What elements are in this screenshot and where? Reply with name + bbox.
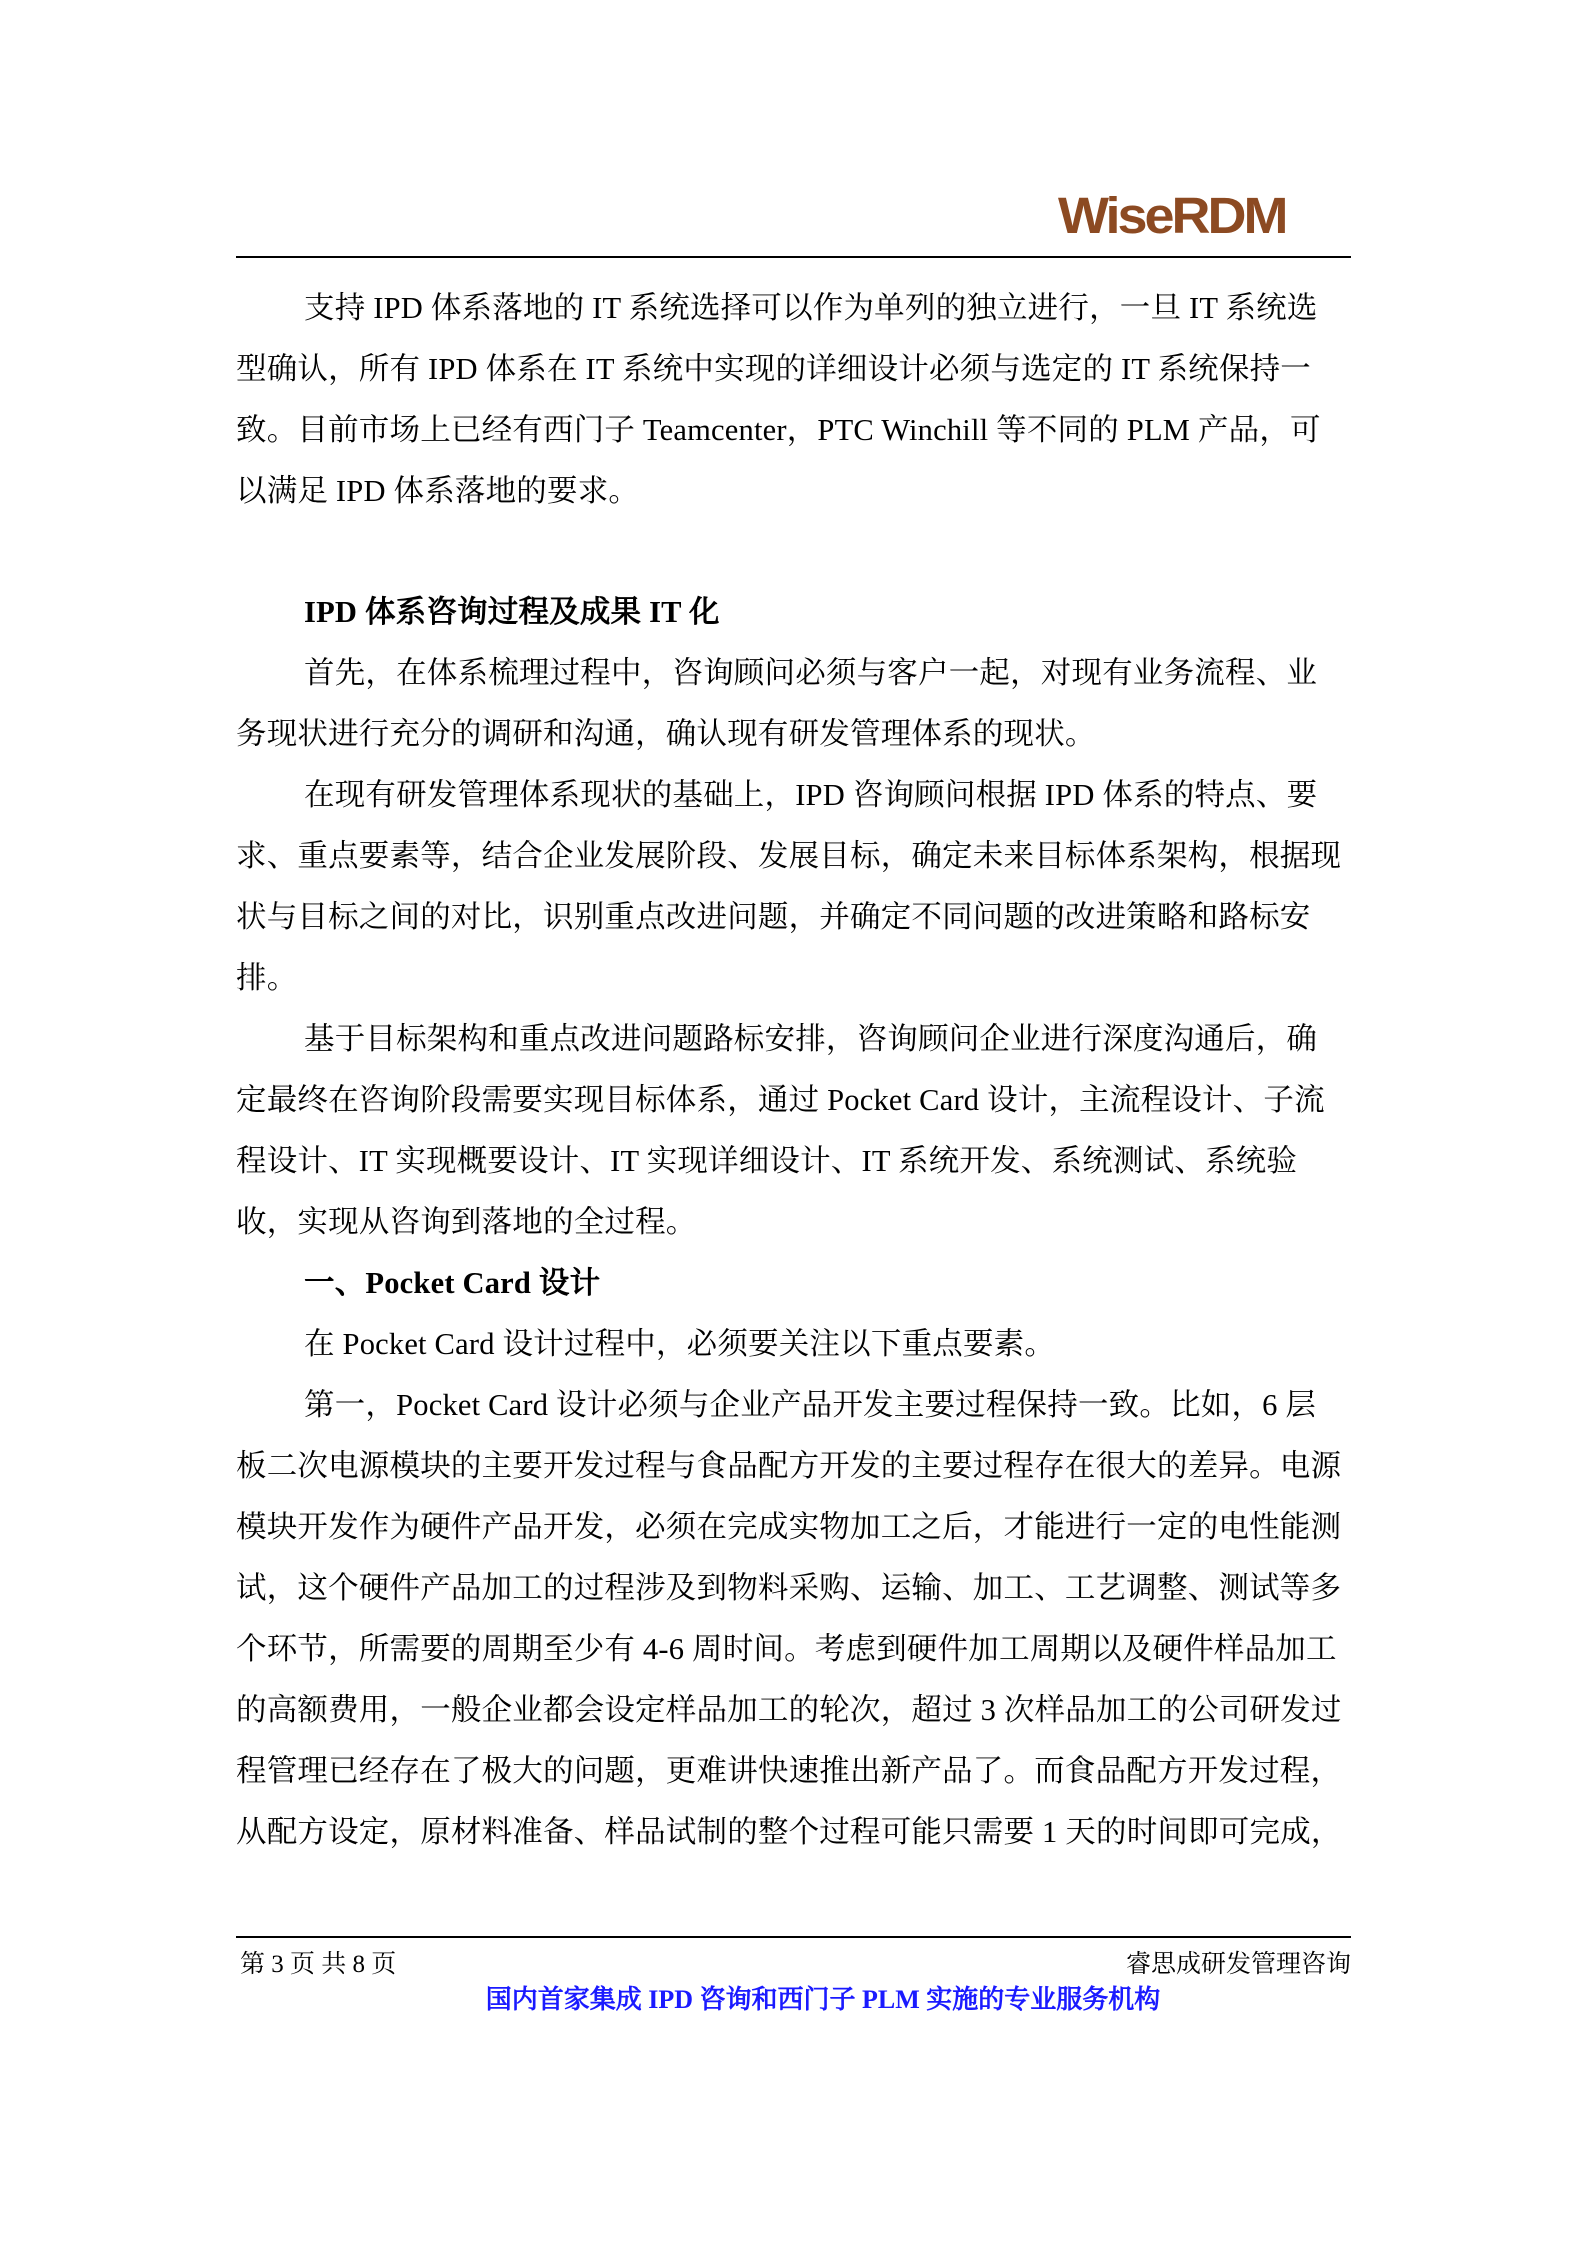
text-line: 模块开发作为硬件产品开发，必须在完成实物加工之后，才能进行一定的电性能测: [236, 1510, 1342, 1544]
text-line: 致。目前市场上已经有西门子 Teamcenter，PTC Winchill 等不同的 PLM 产品，可: [236, 413, 1321, 447]
document-body: [236, 278, 1351, 1863]
text-line: 从配方设定，原材料准备、样品试制的整个过程可能只需要 1 天的时间即可完成，: [236, 1815, 1342, 1849]
text-line: 排。: [236, 961, 298, 995]
spacer: [236, 522, 1351, 582]
paragraph-first-step: [236, 643, 1351, 765]
paragraph-pocket-card-intro: [236, 1314, 1351, 1375]
paragraph-full-process: [236, 1009, 1351, 1253]
section-heading-pocket-card: 一、Pocket Card 设计: [304, 1266, 601, 1300]
text-line: 在现有研发管理体系现状的基础上，IPD 咨询顾问根据 IPD 体系的特点、要: [304, 778, 1318, 812]
text-line: 个环节，所需要的周期至少有 4-6 周时间。考虑到硬件加工周期以及硬件样品加工: [236, 1632, 1337, 1666]
wiserdm-logo: WiseRDM: [1058, 187, 1286, 245]
text-line: 务现状进行充分的调研和沟通，确认现有研发管理体系的现状。: [236, 717, 1096, 751]
paragraph-it-system-selection: [236, 278, 1351, 522]
text-line: 求、重点要素等，结合企业发展阶段、发展目标，确定未来目标体系架构，根据现: [236, 839, 1342, 873]
text-line: 收，实现从咨询到落地的全过程。: [236, 1205, 697, 1239]
text-line: 板二次电源模块的主要开发过程与食品配方开发的主要过程存在很大的差异。电源: [236, 1449, 1342, 1483]
text-line: 程设计、IT 实现概要设计、IT 实现详细设计、IT 系统开发、系统测试、系统验: [236, 1144, 1298, 1178]
text-line: 第一，Pocket Card 设计必须与企业产品开发主要过程保持一致。比如，6 层: [304, 1388, 1317, 1422]
text-line: 定最终在咨询阶段需要实现目标体系，通过 Pocket Card 设计，主流程设计、子流: [236, 1083, 1325, 1117]
paragraph-target-architecture: [236, 765, 1351, 1009]
text-line: 程管理已经存在了极大的问题，更难讲快速推出新产品了。而食品配方开发过程，: [236, 1754, 1342, 1788]
text-line: 状与目标之间的对比，识别重点改进问题，并确定不同问题的改进策略和路标安: [236, 900, 1311, 934]
footer-divider: [236, 1936, 1351, 1938]
text-line: 试，这个硬件产品加工的过程涉及到物料采购、运输、加工、工艺调整、测试等多: [236, 1571, 1342, 1605]
text-line: 首先，在体系梳理过程中，咨询顾问必须与客户一起，对现有业务流程、业: [304, 656, 1318, 690]
text-line: 的高额费用，一般企业都会设定样品加工的轮次，超过 3 次样品加工的公司研发过: [236, 1693, 1342, 1727]
header-divider: [236, 256, 1351, 258]
page-number: 第 3 页 共 8 页: [240, 1951, 397, 1978]
text-line: 在 Pocket Card 设计过程中，必须要关注以下重点要素。: [304, 1327, 1056, 1361]
text-line: 型确认，所有 IPD 体系在 IT 系统中实现的详细设计必须与选定的 IT 系统保持一: [236, 352, 1311, 386]
text-line: 以满足 IPD 体系落地的要求。: [236, 474, 640, 508]
footer-tagline: 国内首家集成 IPD 咨询和西门子 PLM 实施的专业服务机构: [485, 1985, 1161, 2014]
company-name: 睿思成研发管理咨询: [1125, 1951, 1351, 1978]
paragraph-first-point: [236, 1375, 1351, 1863]
text-line: 基于目标架构和重点改进问题路标安排，咨询顾问企业进行深度沟通后，确: [304, 1022, 1318, 1056]
text-line: 支持 IPD 体系落地的 IT 系统选择可以作为单列的独立进行，一旦 IT 系统选: [304, 291, 1318, 325]
section-heading-ipd-consulting: IPD 体系咨询过程及成果 IT 化: [304, 595, 720, 629]
